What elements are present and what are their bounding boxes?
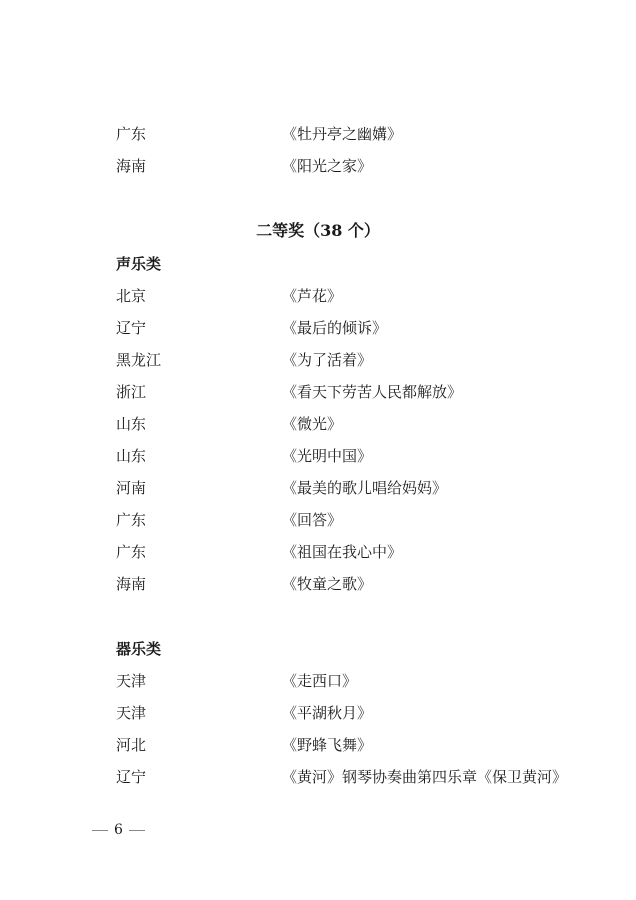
list-item xyxy=(0,348,636,372)
footer-dash-left xyxy=(92,830,108,831)
list-item xyxy=(0,765,636,789)
region-name: 天津 xyxy=(116,704,147,722)
work-title: 《野蜂飞舞》 xyxy=(282,736,373,754)
work-title: 《黄河》钢琴协奏曲第四乐章《保卫黄河》 xyxy=(282,768,568,786)
list-item xyxy=(0,154,636,178)
region-name: 辽宁 xyxy=(116,768,147,786)
work-title: 《阳光之家》 xyxy=(282,157,373,175)
region-name: 广东 xyxy=(116,511,147,529)
region-name: 河南 xyxy=(116,479,147,497)
region-name: 浙江 xyxy=(116,383,147,401)
list-item xyxy=(0,540,636,564)
page-number: 6 xyxy=(114,822,123,838)
region-name: 广东 xyxy=(116,125,147,143)
work-title: 《光明中国》 xyxy=(282,447,373,465)
work-title: 《走西口》 xyxy=(282,672,358,690)
list-item xyxy=(0,701,636,725)
category-heading-vocal: 声乐类 xyxy=(116,255,162,273)
region-name: 海南 xyxy=(116,575,147,593)
work-title: 《回答》 xyxy=(282,511,343,529)
work-title: 《微光》 xyxy=(282,415,343,433)
list-item xyxy=(0,669,636,693)
work-title: 《芦花》 xyxy=(282,287,343,305)
list-item xyxy=(0,316,636,340)
region-name: 广东 xyxy=(116,543,147,561)
work-title: 《最美的歌儿唱给妈妈》 xyxy=(282,479,448,497)
region-name: 山东 xyxy=(116,415,147,433)
region-name: 海南 xyxy=(116,157,147,175)
work-title: 《牧童之歌》 xyxy=(282,575,373,593)
list-item xyxy=(0,122,636,146)
work-title: 《看天下劳苦人民都解放》 xyxy=(282,383,463,401)
work-title: 《祖国在我心中》 xyxy=(282,543,403,561)
list-item xyxy=(0,572,636,596)
work-title: 《平湖秋月》 xyxy=(282,704,373,722)
work-title: 《牡丹亭之幽媾》 xyxy=(282,125,403,143)
list-item xyxy=(0,476,636,500)
footer-dash-right xyxy=(129,830,145,831)
list-item xyxy=(0,733,636,757)
category-heading-instrumental: 器乐类 xyxy=(116,640,162,658)
list-item xyxy=(0,412,636,436)
region-name: 天津 xyxy=(116,672,147,690)
list-item xyxy=(0,508,636,532)
section-title-second-prize: 二等奖（38 个） xyxy=(256,221,380,240)
list-item xyxy=(0,284,636,308)
region-name: 黑龙江 xyxy=(116,351,162,369)
region-name: 北京 xyxy=(116,287,147,305)
list-item xyxy=(0,380,636,404)
work-title: 《最后的倾诉》 xyxy=(282,319,388,337)
work-title: 《为了活着》 xyxy=(282,351,373,369)
region-name: 河北 xyxy=(116,736,147,754)
region-name: 辽宁 xyxy=(116,319,147,337)
list-item xyxy=(0,444,636,468)
page-footer xyxy=(92,820,145,840)
region-name: 山东 xyxy=(116,447,147,465)
